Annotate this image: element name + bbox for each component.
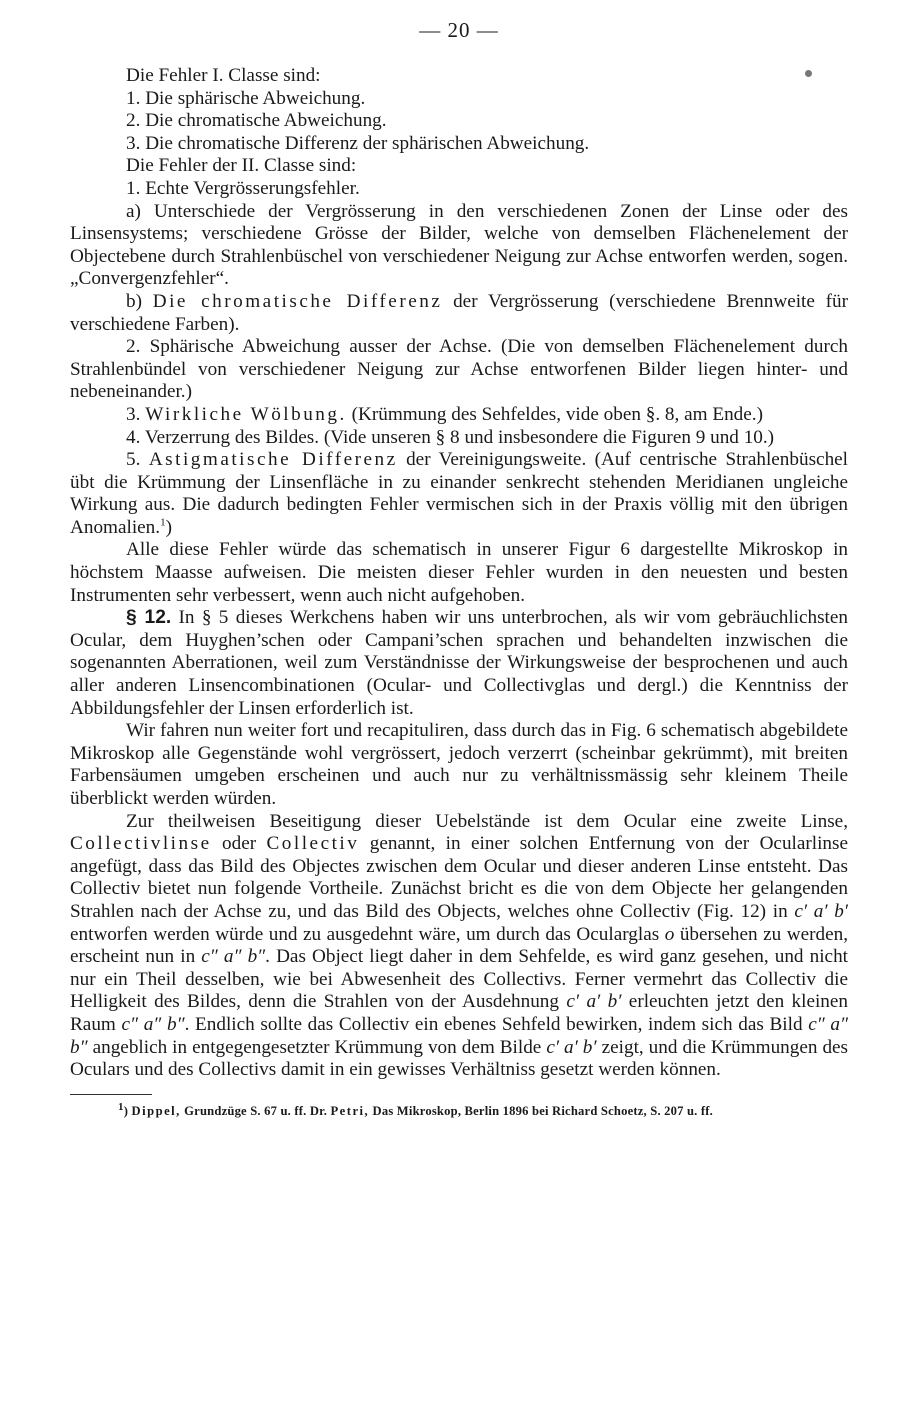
- spaced-term: Die chromatische Differenz: [152, 290, 443, 312]
- paragraph: 3. Wirkliche Wölbung. (Krümmung des Sehfeldes, vide oben §. 8, am Ende.): [126, 403, 763, 425]
- spaced-term: Collectiv: [266, 833, 360, 855]
- paragraph: Zur theilweisen Beseitigung dieser Uebelstände ist dem Ocular eine zweite Linse, Collectivlinse oder Collectiv genannt, in einer solchen Entfernung von der Ocularlinse angefügt, dass das Bild des Objectes zwischen dem Ocular und dieser anderen Linse entsteht. Das Collectiv bietet nun folgende Vortheile. Zunächst bricht es die von dem Objecte her gelangenden Strahlen nach der Achse zu, und das Bild des Objects, welches ohne Collectiv (Fig. 12) in c′ a′ b′ entworfen werden würde und zu ausgedehnt wäre, um durch das Ocularglas o übersehen zu werden, erscheint nun in c″ a″ b″. Das Object liegt daher in dem Sehfelde, es wird ganz gesehen, und nicht nur ein Theil desselben, wie bei Abwesenheit des Collectivs. Ferner vermehrt das Collectiv die Helligkeit des Bildes, denn die Strahlen von der Ausdehnung c′ a′ b′ erleuchten jetzt den kleinen Raum c″ a″ b″. Endlich sollte das Collectiv ein ebenes Sehfeld bewirken, indem sich das Bild c″ a″ b″ angeblich in entgegengesetzter Krümmung von dem Bilde c′ a′ b′ zeigt, und die Krümmungen des Oculars und des Collectivs damit in ein gewisses Verhältniss gesetzt werden können.: [70, 810, 849, 1081]
- footnote: $^1$) Dippel, Grundzüge S. 67 u. ff. Dr. Petri, Das Mikroskop, Berlin 1896 bei Richard Schoetz, S. 207 u. ff.: [118, 1100, 714, 1118]
- section-number: § 12.: [126, 607, 172, 629]
- line: 2. Die chromatische Abweichung.: [126, 110, 387, 132]
- body-text: [70, 65, 848, 1082]
- paragraph: 4. Verzerrung des Bildes. (Vide unseren § 8 und insbesondere die Figuren 9 und 10.): [126, 426, 775, 448]
- line: Die Fehler der II. Classe sind:: [126, 155, 357, 177]
- line: 3. Die chromatische Differenz der sphärischen Abweichung.: [126, 132, 590, 154]
- paragraph: a) Unterschiede der Vergrösserung in den verschiedenen Zonen der Linse oder des Linsensystems; verschiedene Grösse der Bilder, welche von demselben Flächenelement der Objectebene durch Strahlenbüschel von verschiedener Neigung zur Achse entworfen werden, sogen. „Convergenzfehler“.: [70, 200, 848, 290]
- ink-dot: [805, 70, 812, 77]
- paragraph: Alle diese Fehler würde das schematisch in unserer Figur 6 dargestellte Mikroskop in höchstem Maasse aufweisen. Die meisten dieser Fehler wurden in den neuesten und besten Instrumenten sehr verbessert, wenn auch nicht aufgehoben.: [70, 539, 848, 606]
- paragraph: 5. Astigmatische Differenz der Vereinigungsweite. (Auf centrische Strahlenbüschel übt die Krümmung der Linsenfläche in zu einander senkrecht stehenden Meridianen ungleiche Wirkung aus. Die dadurch bedingten Fehler vermischen sich in der Praxis völlig mit den übrigen Anomalien.$^1$): [70, 449, 849, 538]
- page-number: — 20 —: [419, 18, 499, 42]
- line: 1. Die sphärische Abweichung.: [126, 87, 366, 109]
- spaced-term: Collectivlinse: [70, 833, 212, 855]
- footnote-rule: [70, 1094, 152, 1095]
- line: Die Fehler I. Classe sind:: [126, 65, 321, 86]
- paragraph: Wir fahren nun weiter fort und recapituliren, dass durch das in Fig. 6 schematisch abgebildete Mikroskop alle Gegenstände wohl vergrössert, jedoch verzerrt (scheinbar gekrümmt), mit breiten Farbensäumen umgeben erscheinen und auch nur zu verhältnissmässig sehr kleinem Theile überblickt werden würden.: [70, 720, 848, 809]
- footnote-ref: 1: [160, 516, 166, 529]
- paragraph: § 12. In § 5 dieses Werkchens haben wir uns unterbrochen, als wir vom gebräuchlichsten Ocular, dem Huyghen’schen oder Campani’schen sprachen und behandelten inzwischen die sogenannten Aberrationen, weil zum Verständnisse der Wirkungsweise der besprochenen und auch aller anderen Linsencombinationen (Ocular- und Collectivglas und dergl.) die Kenntniss der Abbildungsfehler der Linsen erforderlich ist.: [70, 607, 848, 719]
- spaced-term: Wirkliche Wölbung.: [145, 403, 347, 425]
- paragraph: b) Die chromatische Differenz der Vergrösserung (verschiedene Brennweite für verschiedene Farben).: [70, 290, 848, 335]
- line: 1. Echte Vergrösserungsfehler.: [126, 177, 360, 199]
- paragraph: 2. Sphärische Abweichung ausser der Achse. (Die von demselben Flächenelement durch Strahlenbündel von verschiedener Neigung zur Achse entworfenen Bilder liegen hinter- und nebeneinander.): [70, 336, 848, 403]
- spaced-term: Astigmatische Differenz: [148, 449, 398, 471]
